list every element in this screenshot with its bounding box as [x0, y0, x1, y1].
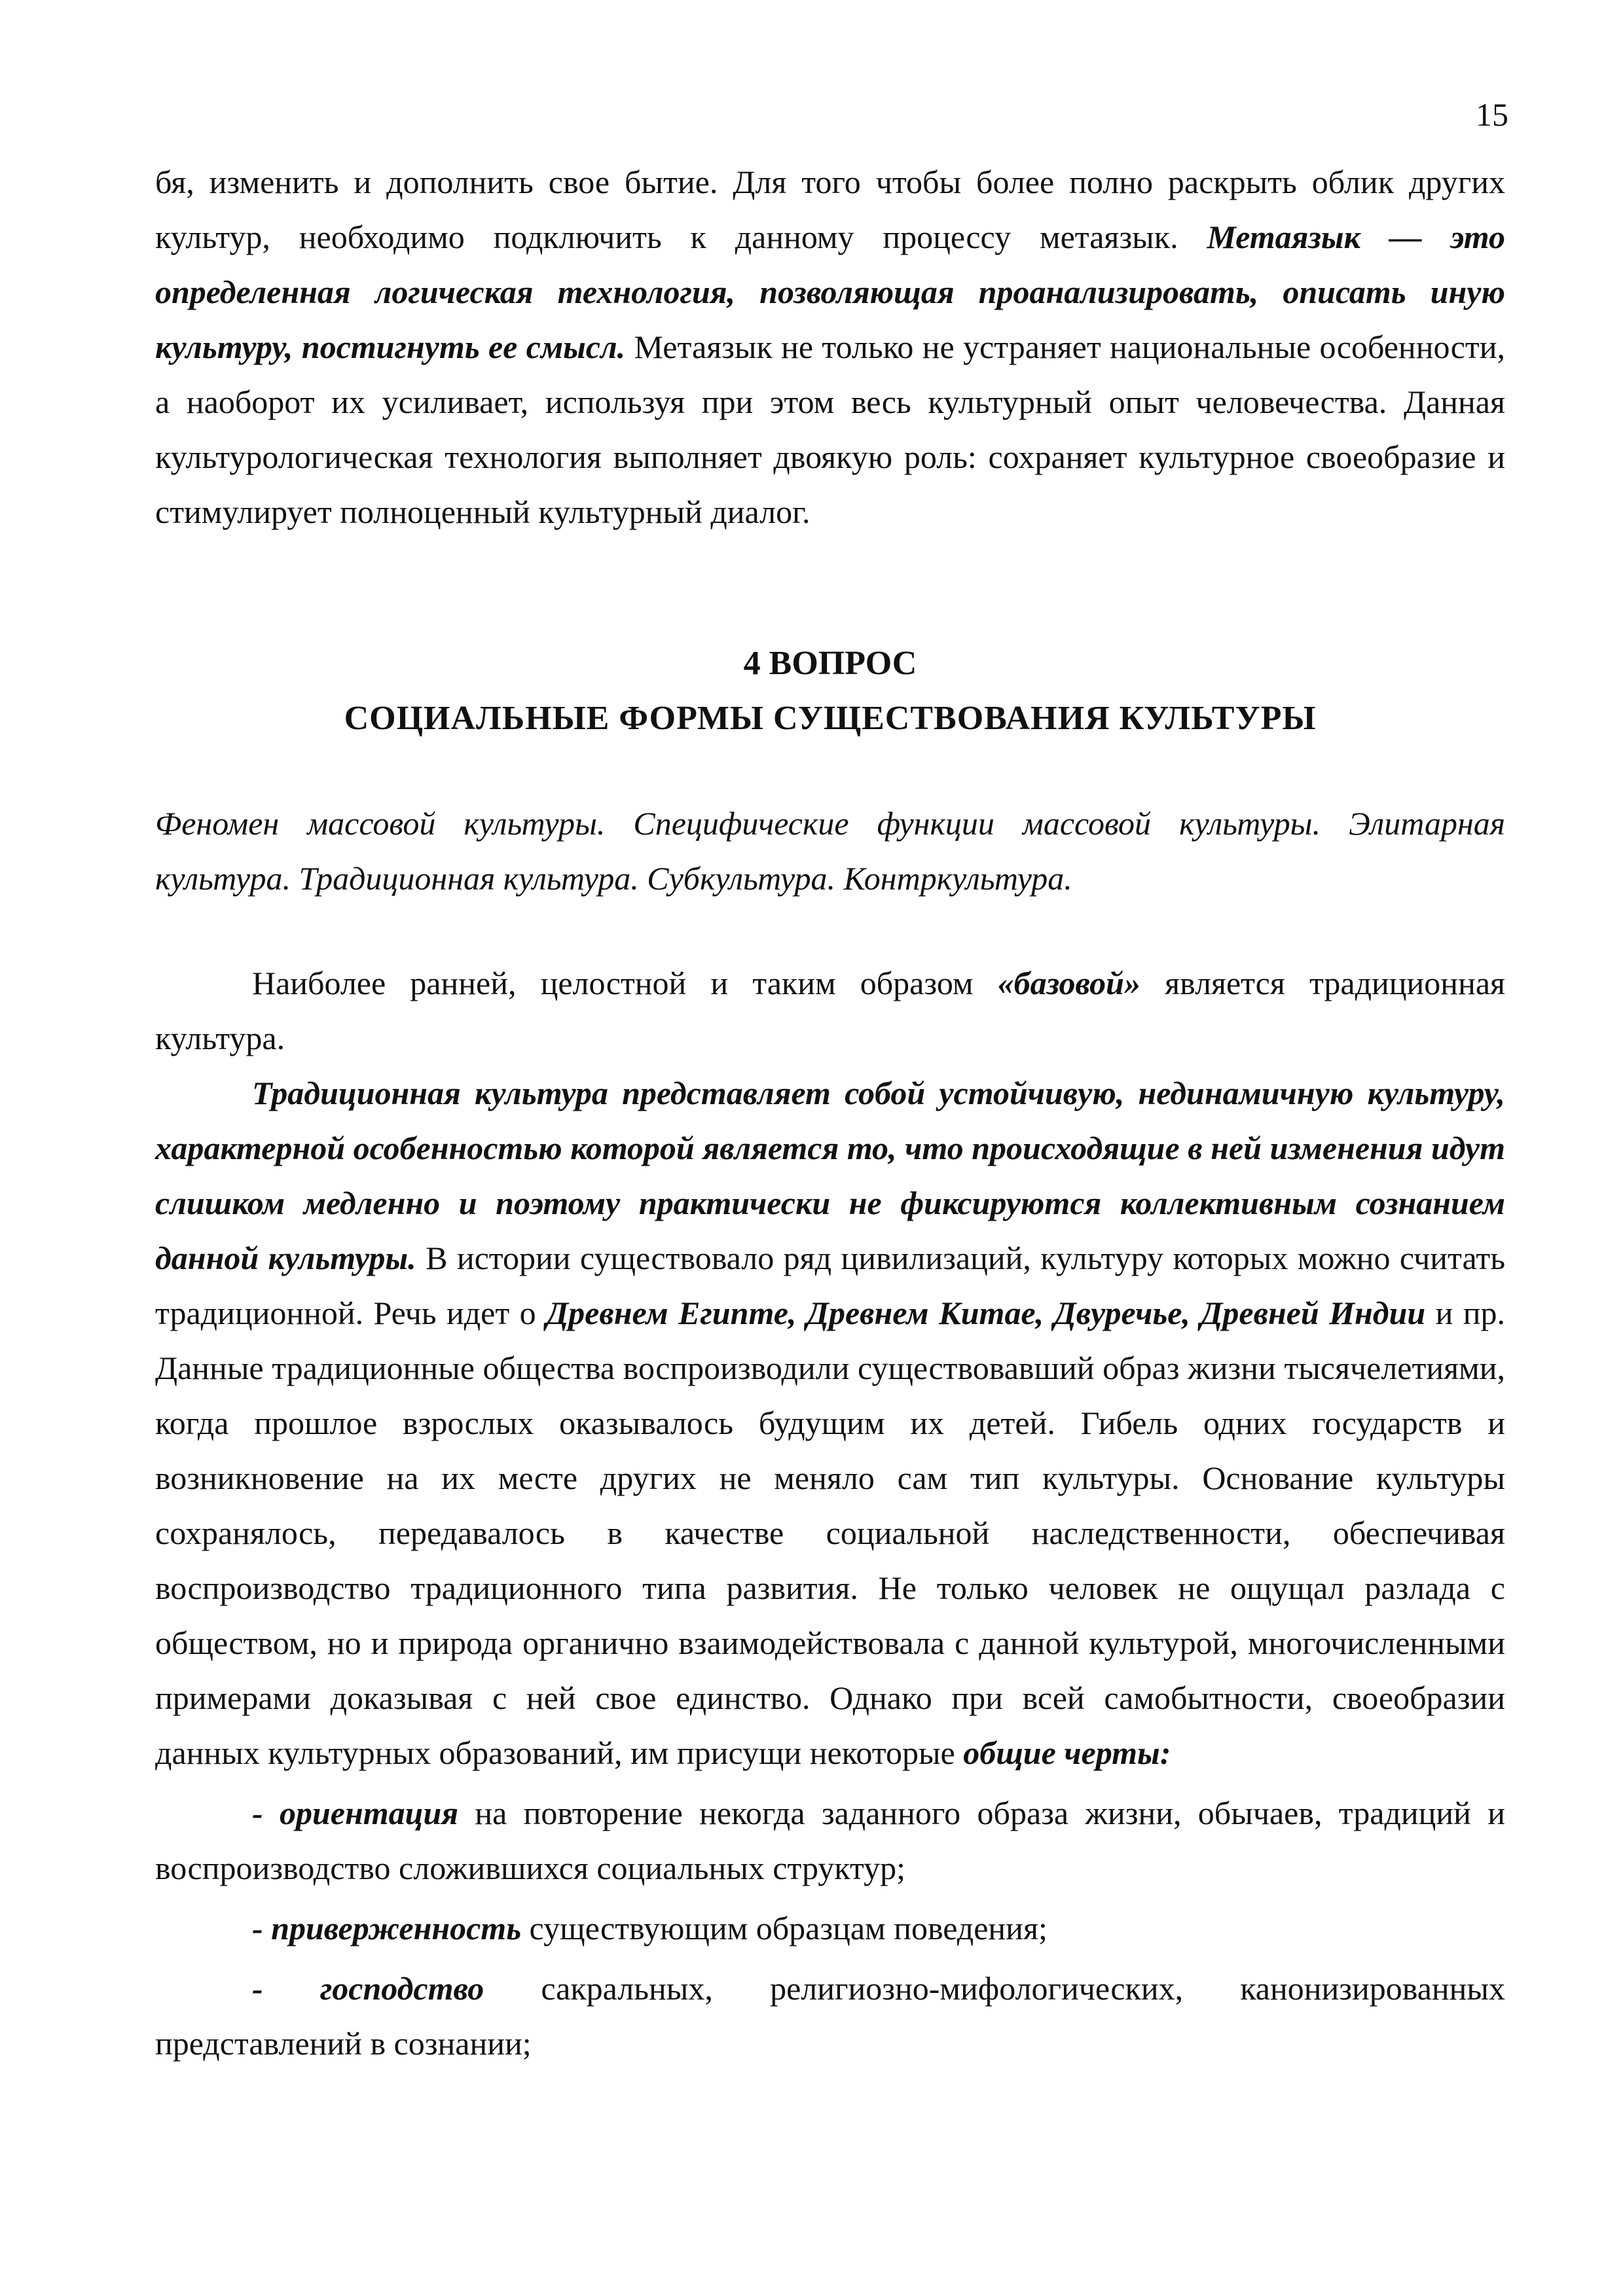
paragraph-text: бя, изменить и дополнить свое бытие. Для того чтобы более полно раскрыть облик других культур, необходимо подключить к данному процессу метаязык. — [155, 164, 1505, 255]
metalanguage-definition: Метаязык — это определенная логическая технология, позволяющая проанализировать, описать иную культуру, постигнуть ее смысл. — [155, 219, 1505, 365]
list-dash: - — [252, 1970, 263, 2007]
list-term: господство — [319, 1970, 484, 2007]
paragraph-text: и пр. Данные традиционные общества воспроизводили существовавший образ жизни тысячелетиями, когда прошлое взрослых оказывалось будущим их детей. Гибель одних государств и возникновение на их месте других не меняло сам тип культуры. Основание культуры сохранялось, передавалось в качестве социальной наследственности, обеспечивая воспроизводство традиционного типа развития. Не только человек не ощущал разлада с обществом, но и природа органично взаимодействовала с данной культурой, многочисленными примерами доказывая с ней свое единство. Однако при всей самобытности, своеобразии данных культурных образований, им присущи некоторые — [155, 1295, 1506, 1771]
paragraph-basic-culture — [155, 956, 1505, 1066]
list-term: ориентация — [279, 1795, 459, 1831]
list-text: существующим образцам поведения; — [529, 1910, 1048, 1946]
page-number: 15 — [1476, 96, 1508, 133]
list-term: приверженность — [271, 1910, 522, 1946]
paragraph-text: является традиционная культура. — [155, 965, 1506, 1056]
common-features-label: общие черты: — [963, 1734, 1171, 1771]
traditional-culture-definition: Традиционная культура представляет собой устойчивую, нединамичную культуру, характерной особенностью которой является то, что происходящие в ней изменения идут слишком медленно и поэтому практически не фиксируются коллективным сознанием данной культуры. — [155, 1075, 1505, 1276]
paragraph-text: Наиболее ранней, целостной и таким образом — [252, 965, 974, 1001]
list-item — [155, 1961, 1505, 2071]
section-topics: Феномен массовой культуры. Специфические функции массовой культуры. Элитарная культура. Традиционная культура. Субкультура. Контркультура. — [155, 805, 1505, 897]
paragraph-text: Метаязык не только не устраняет национальные особенности, а наоборот их усиливает, используя при этом весь культурный опыт человечества. Данная культурологическая технология выполняет двоякую роль: сохраняет культурное своеобразие и стимулирует полноценный культурный диалог. — [155, 329, 1505, 530]
list-dash: - — [252, 1795, 263, 1831]
section-title: СОЦИАЛЬНЫЕ ФОРМЫ СУЩЕСТВОВАНИЯ КУЛЬТУРЫ — [344, 700, 1317, 737]
list-item — [155, 1901, 1505, 1956]
list-dash: - — [252, 1910, 263, 1946]
paragraph-traditional-culture — [155, 1066, 1505, 1780]
emphasis-basic: «базовой» — [997, 965, 1140, 1001]
section-number: 4 ВОПРОС — [743, 645, 917, 682]
section-heading — [155, 636, 1505, 746]
paragraph-metalanguage — [155, 154, 1505, 539]
paragraph-text: В истории существовало ряд цивилизаций, культуру которых можно считать традиционной. Речь идет о — [155, 1240, 1505, 1331]
civilizations-list: Древнем Египте, Древнем Китае, Двуречье, Древней Индии — [546, 1295, 1426, 1331]
list-text: на повторение некогда заданного образа жизни, обычаев, традиций и воспроизводство сложившихся социальных структур; — [155, 1795, 1506, 1886]
list-text: сакральных, религиозно-мифологических, канонизированных представлений в сознании; — [155, 1970, 1506, 2062]
list-item — [155, 1785, 1505, 1895]
page-content — [155, 154, 1505, 2071]
